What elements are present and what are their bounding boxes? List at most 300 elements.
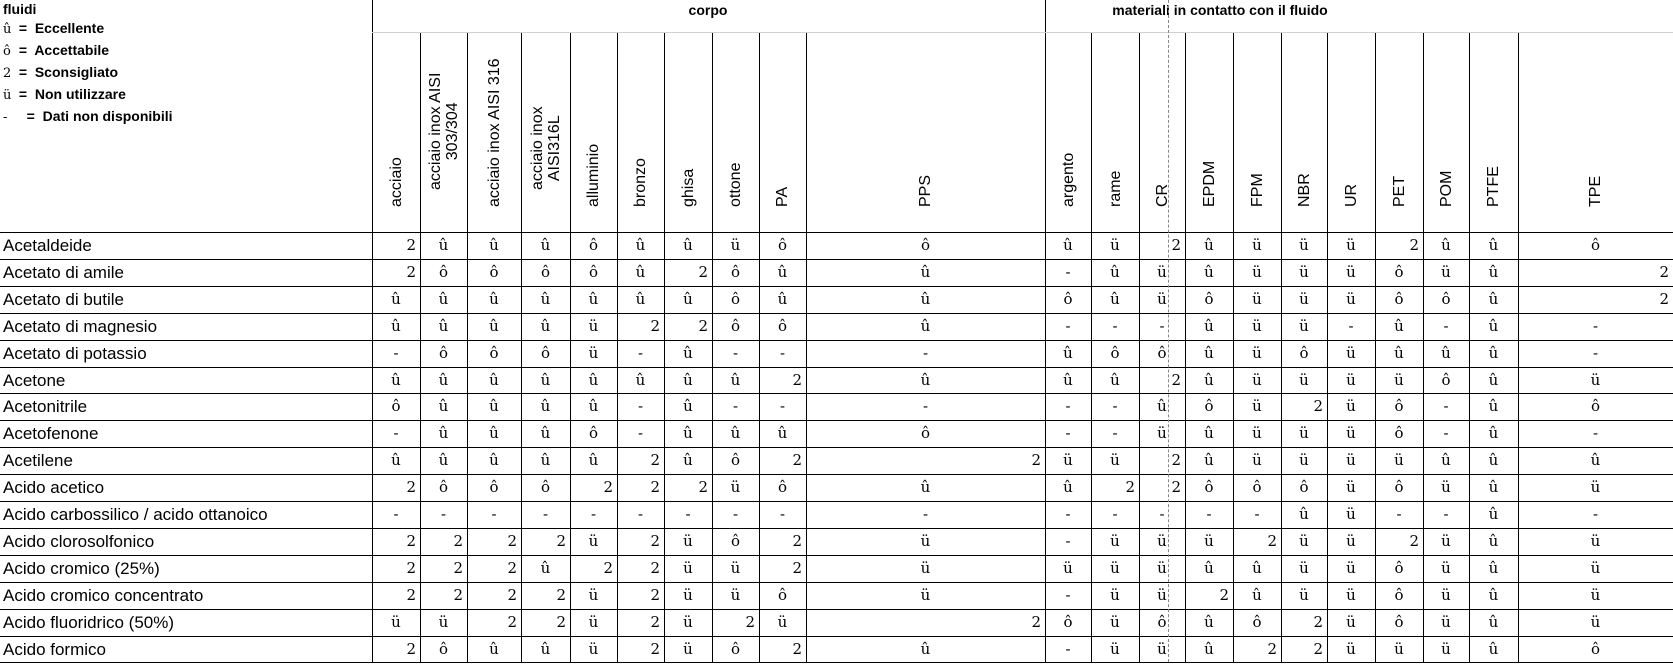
rating-cell: û [588,397,599,416]
rating-cell: û [1488,370,1499,389]
rating-cell: û [391,289,401,308]
rating-cell: û [489,424,499,443]
column-header [1423,32,1469,228]
rating-cell: ô [438,478,449,497]
rating-cell: û [540,558,551,577]
rating-cell: û [1488,478,1499,497]
rating-cell: 2 [453,558,463,577]
rating-cell: ô [1204,397,1214,416]
rating-cell: ô [920,236,931,254]
rating-cell: - [732,397,739,416]
rating-cell: ü [920,558,931,577]
rating-cell: û [777,289,788,308]
column-header [1139,32,1185,228]
rating-cell: û [1204,316,1214,335]
rating-cell: û [489,236,499,254]
rating-cell: û [540,236,551,254]
rating-cell: ü [1590,531,1601,550]
rating-cell: û [540,316,551,335]
fluid-name: Acido formico [3,639,106,659]
rating-cell: ü [1157,262,1167,281]
rating-cell: û [540,289,551,308]
rating-cell: ô [1394,558,1404,577]
rating-cell: ü [1157,585,1167,604]
fluid-name: Acido fluoridrico (50%) [3,612,175,632]
rating-cell: ô [588,262,599,281]
rating-cell: - [1065,316,1071,335]
rating-cell: 2 [406,585,416,604]
rating-cell: 2 [792,639,802,658]
rating-cell: û [540,397,551,416]
fluid-name: Acido cromico concentrato [3,585,204,605]
rating-cell: ü [1157,531,1167,550]
rating-cell: û [1488,612,1499,631]
rating-cell: 2 [556,585,566,604]
rating-cell: û [489,289,499,308]
rating-cell: û [438,289,449,308]
rating-cell: - [732,343,739,362]
rating-cell: ô [1063,612,1073,631]
rating-cell: 2 [1267,531,1277,550]
column-header-label: alluminio [585,143,602,207]
rating-cell: 2 [507,585,517,604]
rating-cell: ü [1157,424,1167,443]
legend-symbol: ô [3,44,11,59]
rating-cell: ü [1299,531,1309,550]
rating-cell: 2 [1171,370,1181,389]
rating-cell: 2 [1267,639,1277,658]
rating-cell: ô [1110,343,1120,362]
rating-cell: ü [588,612,599,631]
rating-cell: ü [1299,585,1309,604]
rating-cell: ü [730,236,741,254]
rating-cell: 2 [650,478,660,497]
rating-cell: û [1204,558,1214,577]
rating-cell: ô [1299,478,1309,497]
rating-cell: 2 [1031,451,1041,470]
rating-cell: - [1112,316,1118,335]
rating-cell: ü [1346,585,1356,604]
rating-cell: û [1204,451,1214,470]
column-header-label: POM [1437,170,1455,207]
rating-cell: ô [1252,612,1262,631]
rating-cell: ü [1252,370,1262,389]
rating-cell: û [1488,262,1499,281]
column-header [1281,32,1327,228]
rating-cell: ô [1394,262,1404,281]
rating-cell: û [489,451,499,470]
rating-cell: ô [1394,585,1404,604]
rating-cell: - [1065,531,1071,550]
rating-cell: - [732,505,739,523]
rating-cell: û [540,370,551,389]
rating-cell: û [1394,316,1404,335]
fluid-name: Acetonitrile [3,397,88,417]
rating-cell: ü [1299,316,1309,335]
column-header-label: UR [1342,183,1360,207]
rating-cell: ü [1110,531,1120,550]
rating-cell: û [588,370,599,389]
rating-cell: û [438,370,449,389]
rating-cell: û [588,289,599,308]
legend-item [3,64,118,81]
rating-cell: ü [1299,289,1309,308]
rating-cell: ü [1346,451,1356,470]
rating-cell: ü [730,585,741,604]
rating-cell: ü [1157,558,1167,577]
rating-cell: û [1488,531,1499,550]
legend-text: = Non utilizzare [15,86,126,102]
column-header-label: PTFE [1485,166,1502,207]
rating-cell: ü [588,343,599,362]
rating-cell: 2 [1409,236,1419,254]
rating-cell: ü [1346,639,1356,658]
rating-cell: - [1443,397,1449,416]
rating-cell: û [540,451,551,470]
rating-cell: ô [730,639,741,658]
rating-cell: û [1063,478,1073,497]
rating-cell: ü [1299,558,1309,577]
rating-cell: ô [540,478,551,497]
rating-cell: ô [489,343,499,362]
rating-cell: ü [1346,370,1356,389]
rating-cell: ô [730,531,741,550]
legend-symbol: ü [3,88,12,103]
rating-cell: û [730,424,741,443]
rating-cell: û [1063,370,1073,389]
rating-cell: ü [1346,478,1356,497]
rating-cell: ü [1252,316,1262,335]
rating-cell: 2 [650,531,660,550]
rating-cell: ü [1346,531,1356,550]
rating-cell: 2 [698,478,708,497]
rating-cell: - [1065,262,1071,281]
legend-text: = Eccellente [15,20,105,36]
rating-cell: 2 [1171,451,1181,470]
rating-cell: ü [1590,478,1601,497]
rating-cell: ô [730,289,741,308]
rating-cell: û [1110,262,1120,281]
rating-cell: ü [438,612,449,631]
rating-cell: ô [777,585,788,604]
rating-cell: 2 [507,612,517,631]
rating-cell: 2 [603,558,613,577]
rating-cell: û [1204,236,1214,254]
rating-cell: 2 [507,558,517,577]
rating-cell: ô [1394,397,1404,416]
rating-cell: ô [438,262,449,281]
column-header-label: argento [1059,152,1077,207]
rating-cell: ü [1299,370,1309,389]
rating-cell: - [1396,505,1402,523]
rating-cell: 2 [650,558,660,577]
fluid-name: Acetato di amile [3,262,124,282]
column-header [1518,32,1673,228]
rating-cell: ô [1063,289,1073,308]
legend-item [3,86,126,103]
rating-cell: û [1299,505,1309,523]
column-header [467,32,521,228]
rating-cell: 2 [406,478,416,497]
rating-cell: ü [1346,424,1356,443]
rating-cell: û [730,370,741,389]
rating-cell: 2 [406,639,416,658]
rating-cell: 2 [745,612,755,631]
rating-cell: û [1204,612,1214,631]
rating-cell: û [1441,451,1451,470]
rating-cell: ü [1441,612,1451,631]
rating-cell: û [683,289,693,308]
rating-cell: ô [1204,478,1214,497]
rating-cell: ô [1590,639,1601,658]
rating-cell: - [1065,639,1071,658]
rating-cell: ü [1110,558,1120,577]
rating-cell: ü [1252,236,1262,254]
rating-cell: - [1592,424,1599,443]
rating-cell: û [1204,639,1214,658]
rating-cell: 2 [603,478,613,497]
rating-cell: ü [588,316,599,335]
rating-cell: 2 [453,531,463,550]
rating-cell: - [922,505,929,523]
rating-cell: û [683,343,693,362]
rating-cell: ü [1346,558,1356,577]
rating-cell: ô [489,262,499,281]
rating-cell: 2 [650,612,660,631]
column-header [420,32,467,228]
rating-cell: ü [588,585,599,604]
rating-cell: ô [438,343,449,362]
rating-cell: û [438,236,449,254]
rating-cell: ü [683,558,693,577]
rating-cell: ü [683,612,693,631]
column-header-label: bronzo [632,158,649,207]
rating-cell: û [1204,343,1214,362]
legend-symbol: - [3,110,8,125]
rating-cell: û [1110,289,1120,308]
rating-cell: ü [920,531,931,550]
rating-cell: ü [1252,262,1262,281]
legend-item [3,20,104,37]
rating-cell: - [393,343,399,362]
rating-cell: ü [1590,370,1601,389]
rating-cell: - [779,505,786,523]
rating-cell: ü [1441,531,1451,550]
rating-cell: ü [1299,262,1309,281]
rating-cell: - [1348,316,1354,335]
column-header [617,32,664,228]
rating-cell: ü [1346,289,1356,308]
rating-cell: 2 [1409,531,1419,550]
row-border [0,662,1673,663]
rating-cell: ü [1110,639,1120,658]
rating-cell: û [391,451,401,470]
rating-cell: û [1252,585,1262,604]
rating-cell: ô [777,478,788,497]
rating-cell: û [1204,424,1214,443]
rating-cell: - [1592,505,1599,523]
fluidi-header: fluidi [3,1,37,17]
rating-cell: ü [1252,397,1262,416]
rating-cell: ü [1346,262,1356,281]
column-header-label: PPS [917,174,934,207]
rating-cell: û [777,262,788,281]
rating-cell: û [1252,558,1262,577]
rating-cell: ü [1252,289,1262,308]
column-header-label: NBR [1295,173,1313,207]
rating-cell: - [685,505,691,523]
rating-cell: û [1488,558,1499,577]
column-header-label: acciaio [387,157,405,207]
fluid-name: Acido cromico (25%) [3,558,160,578]
rating-cell: û [1488,639,1499,658]
rating-cell: ô [1157,343,1167,362]
rating-cell: - [1065,505,1071,523]
rating-cell: ô [730,451,741,470]
rating-cell: û [1488,451,1499,470]
rating-cell: ü [1252,343,1262,362]
rating-cell: û [1394,343,1404,362]
column-header [570,32,617,228]
rating-cell: ü [1441,585,1451,604]
rating-cell: ü [1063,558,1073,577]
rating-cell: ü [1110,585,1120,604]
rating-cell: ü [1346,236,1356,254]
rating-cell: û [683,236,693,254]
rating-cell: 2 [1031,612,1041,631]
rating-cell: û [489,639,499,658]
column-header [1045,32,1091,228]
rating-cell: û [540,424,551,443]
rating-cell: ô [1204,289,1214,308]
rating-cell: ü [588,531,599,550]
rating-cell: ô [1441,289,1451,308]
rating-cell: û [920,478,931,497]
rating-cell: - [637,424,644,443]
column-header-label: TPE [1587,175,1604,207]
rating-cell: - [1443,505,1449,523]
column-header [664,32,712,228]
rating-cell: ü [1110,612,1120,631]
rating-cell: û [683,451,693,470]
rating-cell: ü [1204,531,1214,550]
rating-cell: û [777,424,788,443]
column-header-label: ghisa [679,168,697,207]
rating-cell: û [489,370,499,389]
rating-cell: û [920,370,931,389]
column-header [712,32,759,228]
rating-cell: - [1065,397,1071,416]
rating-cell: - [440,505,447,523]
rating-cell: 2 [1313,612,1323,631]
column-header [1185,32,1233,228]
rating-cell: ô [1394,612,1404,631]
rating-cell: ô [730,262,741,281]
rating-cell: û [920,289,931,308]
rating-cell: ü [777,612,788,631]
fluid-name: Acido carbossilico / acido ottanoico [3,505,268,524]
rating-cell: û [588,451,599,470]
rating-cell: ü [730,478,741,497]
rating-cell: û [489,316,499,335]
legend-symbol: û [3,22,12,37]
legend-text: = Dati non disponibili [15,108,173,124]
rating-cell: 2 [698,316,708,335]
fluid-name: Acido clorosolfonico [3,531,155,551]
rating-cell: 2 [556,531,566,550]
rating-cell: ü [1346,505,1356,523]
rating-cell: ü [1590,585,1601,604]
rating-cell: û [1488,343,1499,362]
rating-cell: 2 [1659,289,1669,308]
rating-cell: ô [489,478,499,497]
rating-cell: ô [1590,236,1601,254]
rating-cell: 2 [650,639,660,658]
rating-cell: 2 [792,451,802,470]
rating-cell: - [637,343,644,362]
rating-cell: ô [1252,478,1262,497]
rating-cell: û [1488,424,1499,443]
rating-cell: ü [1394,639,1404,658]
rating-cell: ü [1346,343,1356,362]
rating-cell: û [1063,236,1073,254]
fluid-name: Acetilene [3,451,73,471]
rating-cell: ü [1157,289,1167,308]
fluid-name: Acido acetico [3,478,105,498]
column-header-label: PA [774,186,791,207]
rating-cell: û [635,289,646,308]
rating-cell: û [920,639,931,658]
rating-cell: û [391,370,401,389]
rating-cell: ü [588,639,599,658]
rating-cell: û [438,316,449,335]
rating-cell: ô [1299,343,1309,362]
rating-cell: ü [1110,236,1120,254]
rating-cell: û [635,370,646,389]
legend-symbol: 2 [3,66,12,81]
rating-cell: û [683,424,693,443]
rating-cell: ü [1346,397,1356,416]
rating-cell: û [920,316,931,335]
rating-cell: ü [1441,639,1451,658]
group-header-corpo: corpo [688,2,728,18]
rating-cell: û [683,397,693,416]
header-divider [372,32,1673,33]
rating-cell: 2 [453,585,463,604]
rating-cell: û [1441,236,1451,254]
rating-cell: - [779,343,786,362]
rating-cell: û [920,262,931,281]
rating-cell: ô [777,236,788,254]
rating-cell: ô [1394,289,1404,308]
rating-cell: 2 [1313,397,1323,416]
rating-cell: - [637,397,644,416]
column-header-label: acciaio inox AISI 303/304 [426,72,461,190]
rating-cell: 2 [406,558,416,577]
rating-cell: - [1112,397,1118,416]
column-header-label: ottone [727,162,744,207]
fluid-name: Acetato di potassio [3,343,147,363]
rating-cell: - [393,505,399,523]
column-header-label: rame [1106,170,1124,207]
column-header [1469,32,1518,228]
rating-cell: - [1592,343,1599,362]
rating-cell: 2 [1313,639,1323,658]
rating-cell: û [1488,585,1499,604]
rating-cell: - [1592,316,1599,335]
column-header-label: acciaio inox AISI316L [528,106,563,190]
rating-cell: û [635,262,646,281]
